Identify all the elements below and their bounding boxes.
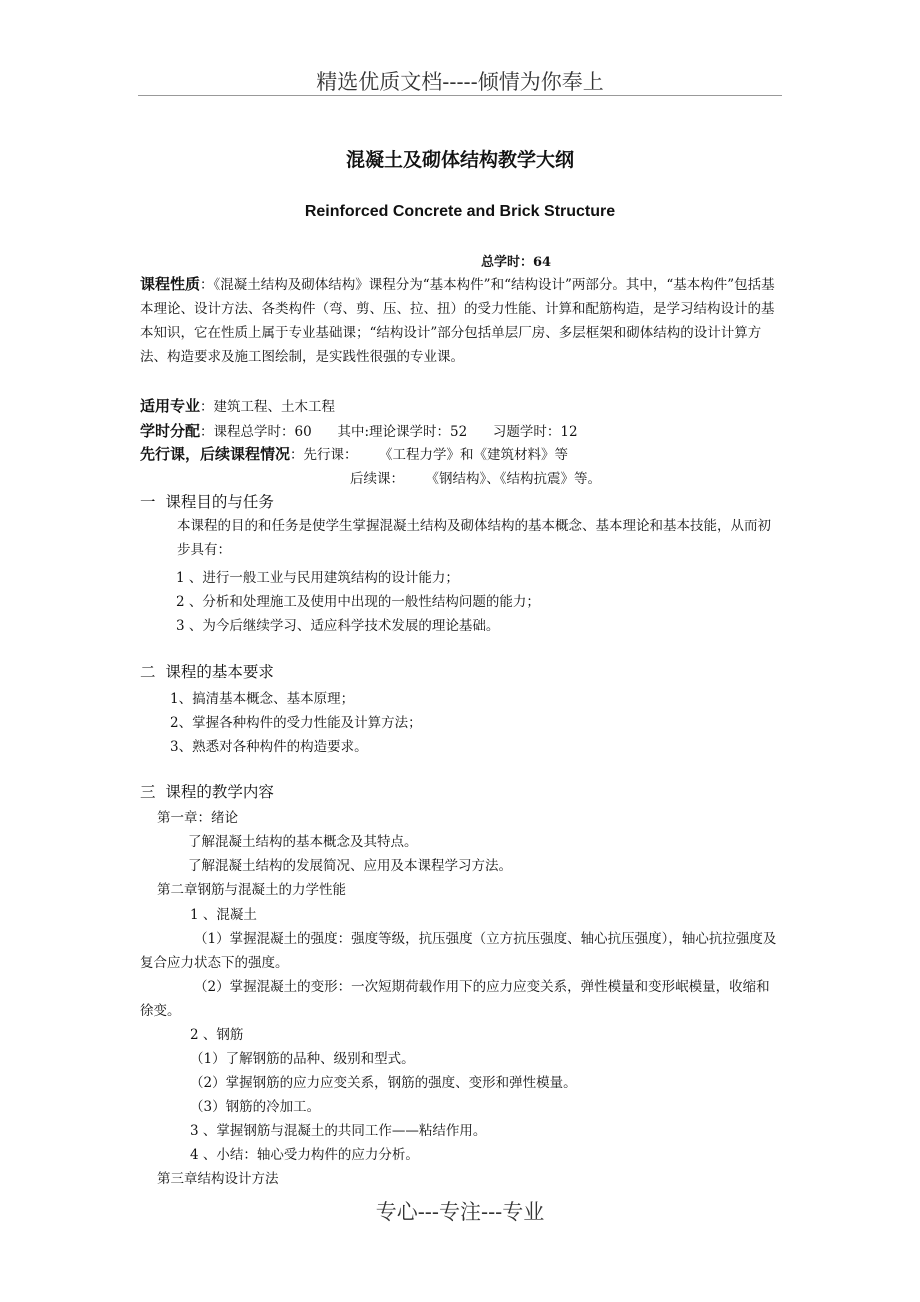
steel-item: （1）了解钢筋的品种、级别和型式。 — [190, 1051, 415, 1067]
section-2-item: 1、搞清基本概念、基本原理； — [170, 691, 355, 707]
concrete-strength: （1）掌握混凝土的强度：强度等级，抗压强度（立方抗压强度、轴心抗压强度），轴心抗拉强度及复合应力状态下的强度。 — [140, 931, 777, 971]
section-1-item: 2 、分析和处理施工及使用中出现的一般性结构问题的能力； — [176, 594, 540, 610]
document-subtitle: Reinforced Concrete and Brick Structure — [304, 203, 616, 220]
subsection-steel: 2 、钢筋 — [190, 1027, 244, 1043]
follow-up-courses: 后续课： 《钢结构》、《结构抗震》等。 — [350, 471, 601, 487]
course-nature-label: 课程性质 — [140, 275, 201, 293]
chapter-2-title: 第二章钢筋与混凝土的力学性能 — [157, 882, 346, 898]
section-3-heading: 三 课程的教学内容 — [140, 783, 274, 801]
subsection-bond: 3 、掌握钢筋与混凝土的共同工作——粘结作用。 — [190, 1123, 487, 1139]
page-footer: 专心---专注---专业 — [375, 1200, 545, 1224]
applicable-major — [140, 394, 780, 419]
chapter-3-title: 第三章结构设计方法 — [157, 1171, 279, 1187]
subsection-concrete: 1 、混凝土 — [190, 907, 257, 923]
prereq-sep: ： — [290, 447, 304, 463]
header-divider — [138, 95, 782, 96]
chapter-1-title: 第一章：绪论 — [157, 810, 238, 826]
section-2-item: 2、掌握各种构件的受力性能及计算方法； — [170, 715, 422, 731]
major-sep: ： — [200, 399, 214, 415]
section-1-intro: 本课程的目的和任务是使学生掌握混凝土结构及砌体结构的基本概念、基本理论和基本技能，从而初步具有： — [177, 518, 771, 558]
section-2-heading: 二 课程的基本要求 — [140, 663, 274, 681]
course-nature-sep: ： — [200, 277, 214, 293]
section-1-item: 3 、为今后继续学习、适应科学技术发展的理论基础。 — [176, 618, 500, 634]
subsection-summary: 4 、小结：轴心受力构件的应力分析。 — [190, 1147, 419, 1163]
major-label: 适用专业 — [140, 397, 201, 415]
hours-label: 学时分配 — [140, 422, 201, 440]
chapter-1-line: 了解混凝土结构的发展简况、应用及本课程学习方法。 — [188, 858, 512, 874]
course-nature-text: 《混凝土结构及砌体结构》课程分为“基本构件”和“结构设计”两部分。其中，“基本构件”包括基本理论、设计方法、各类构件（弯、剪、压、拉、扭）的受力性能、计算和配筋构造，是学习结构设计的基本知识，它在性质上属于专业基础课；“结构设计”部分包括单层厂房、多层框架和砌体结构的设计计算方法、构造要求及施工图绘制，是实践性很强的专业课。 — [140, 277, 775, 365]
document-title: 混凝土及砌体结构教学大纲 — [345, 149, 574, 171]
concrete-deformation: （2）掌握混凝土的变形：一次短期荷载作用下的应力应变关系，弹性模量和变形岷模量，收缩和徐变。 — [140, 979, 770, 1019]
hours-distribution — [140, 419, 780, 444]
steel-item: （3）钢筋的冷加工。 — [190, 1099, 321, 1115]
page-header: 精选优质文档-----倾情为你奉上 — [316, 70, 604, 94]
course-nature — [140, 272, 780, 369]
section-1-heading: 一 课程目的与任务 — [140, 493, 274, 511]
chapter-1-line: 了解混凝土结构的基本概念及其特点。 — [188, 834, 418, 850]
steel-item: （2）掌握钢筋的应力应变关系，钢筋的强度、变形和弹性模量。 — [190, 1075, 577, 1091]
section-1-item: 1 、进行一般工业与民用建筑结构的设计能力； — [176, 570, 459, 586]
hours-text: 课程总学时：60 其中:理论课学时：52 习题学时：12 — [213, 424, 578, 440]
prereq-text: 先行课： 《工程力学》和《建筑材料》等 — [303, 447, 568, 463]
prerequisites — [140, 442, 780, 467]
prereq-label: 先行课，后续课程情况 — [140, 445, 291, 463]
major-text: 建筑工程、土木工程 — [213, 399, 336, 415]
section-2-item: 3、熟悉对各种构件的构造要求。 — [170, 739, 368, 755]
hours-sep: ： — [200, 424, 214, 440]
total-hours: 总学时：64 — [481, 255, 552, 270]
